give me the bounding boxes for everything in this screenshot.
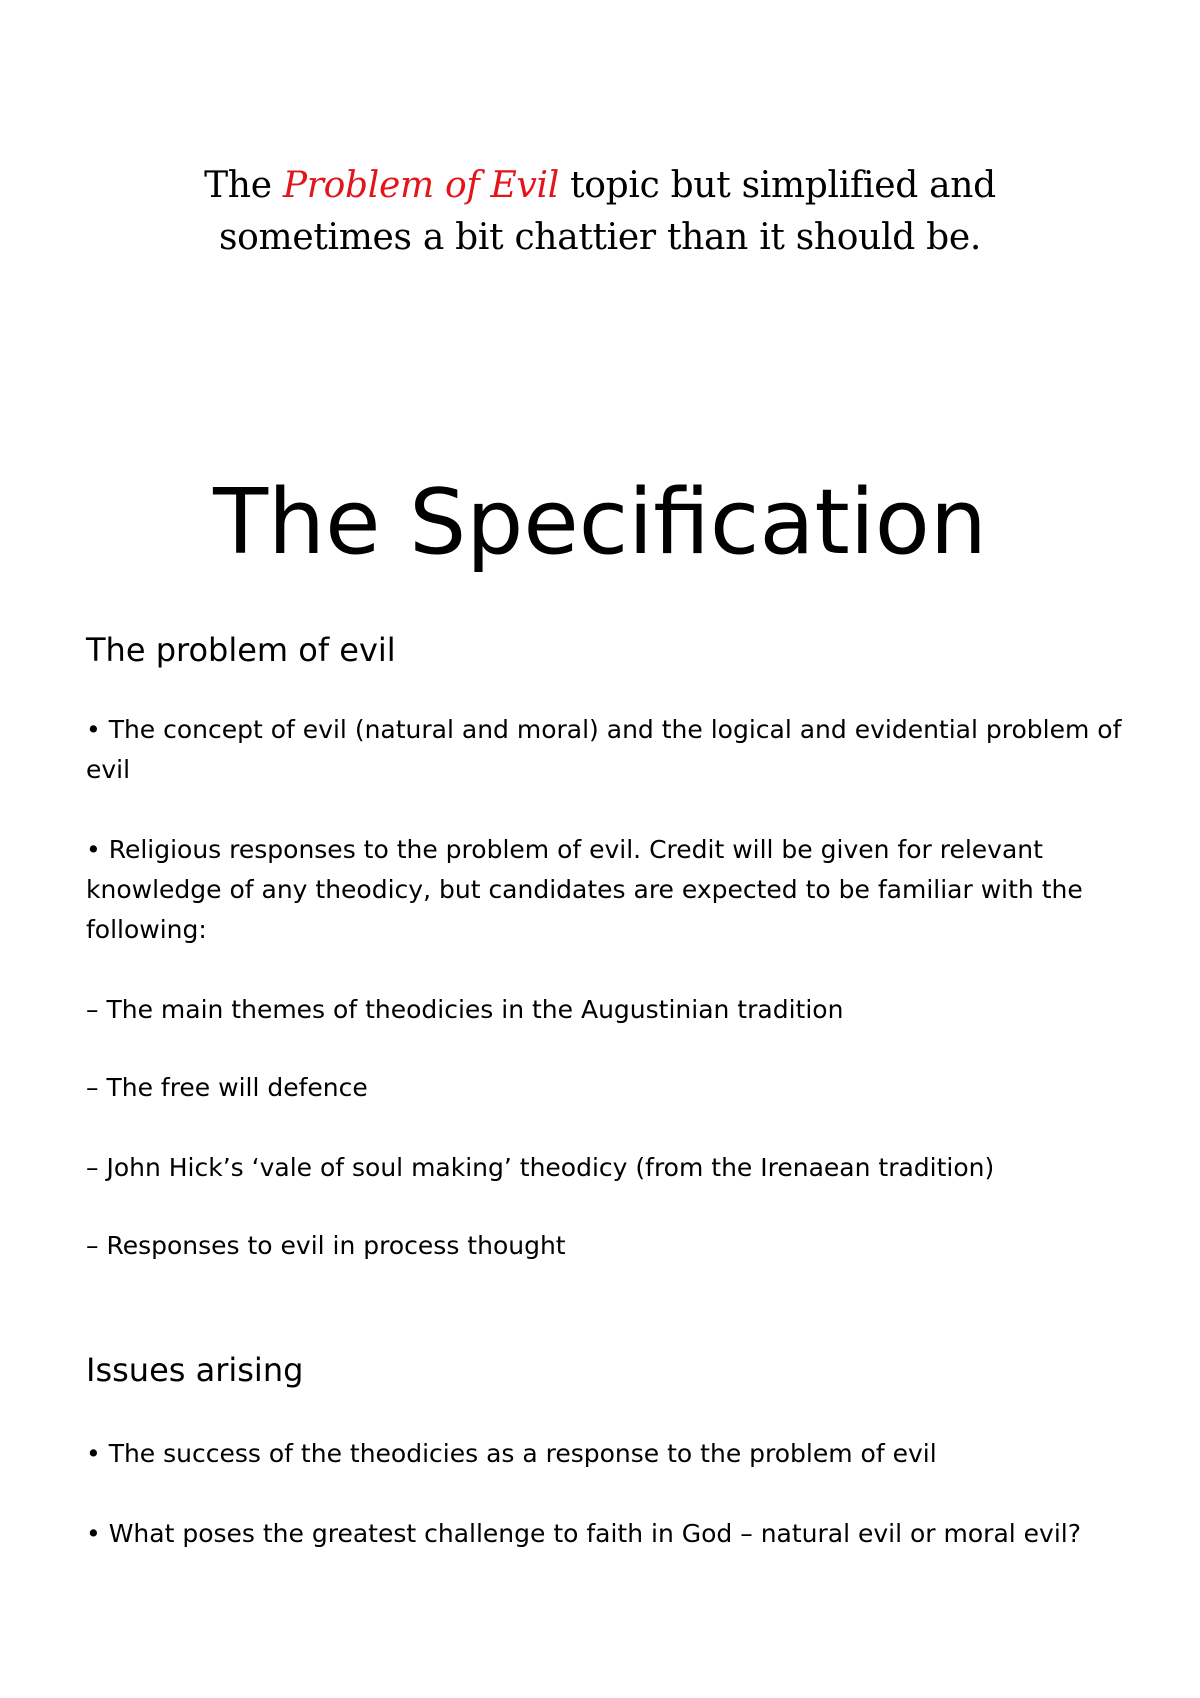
issue-item-greatest-challenge: • What poses the greatest challenge to faith in God – natural evil or moral evil? bbox=[86, 1519, 1082, 1548]
spec-item-augustinian: – The main themes of theodicies in the Augustinian tradition bbox=[86, 995, 844, 1024]
spec-item-concept-of-evil: • The concept of evil (natural and moral) and the logical and evidential problem of evil bbox=[86, 715, 1122, 784]
intro-paragraph bbox=[150, 160, 1050, 264]
spec-item-process-thought: – Responses to evil in process thought bbox=[86, 1231, 566, 1260]
intro-text-end: topic but simplified and bbox=[558, 165, 996, 206]
section-heading-problem-of-evil: The problem of evil bbox=[86, 631, 396, 669]
spec-item-hick: – John Hick’s ‘vale of soul making’ theodicy (from the Irenaean tradition) bbox=[86, 1153, 995, 1182]
intro-highlight: Problem of Evil bbox=[282, 165, 559, 206]
intro-text-line2: sometimes a bit chattier than it should be. bbox=[218, 217, 982, 258]
specification-title: The Specification bbox=[213, 470, 987, 575]
spec-item-religious-responses: • Religious responses to the problem of evil. Credit will be given for relevant knowledge of any theodicy, but candidates are expected to be familiar with the following: bbox=[86, 835, 1083, 944]
section-heading-issues-arising: Issues arising bbox=[86, 1351, 304, 1389]
intro-text-start: The bbox=[204, 165, 283, 206]
spec-item-free-will: – The free will defence bbox=[86, 1073, 368, 1102]
issue-item-success-of-theodicies: • The success of the theodicies as a response to the problem of evil bbox=[86, 1439, 937, 1468]
